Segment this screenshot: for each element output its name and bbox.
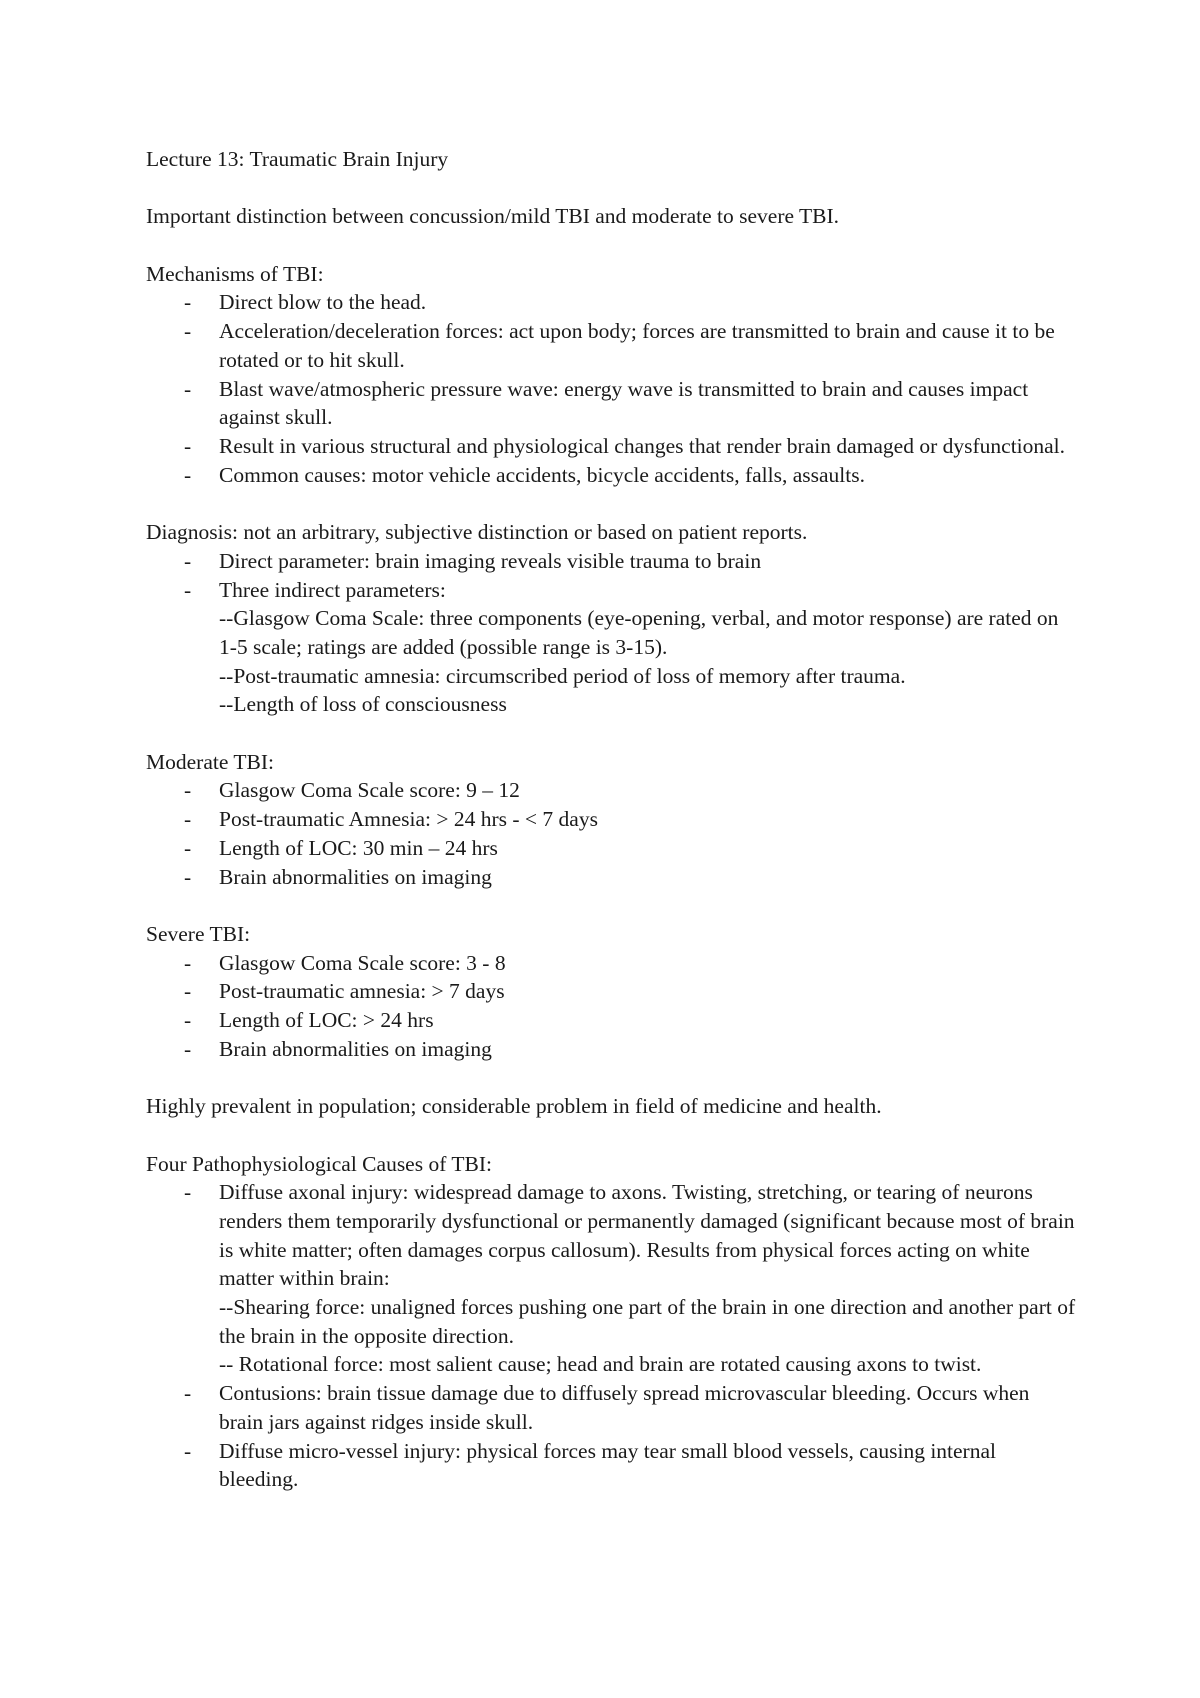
sub-item-gcs: --Glasgow Coma Scale: three components (eye-opening, verbal, and motor response) are rated on 1-5 scale; ratings are added (possible range is 3-15). [219,606,1059,659]
list-item [146,576,1076,720]
list-item [146,1437,1076,1494]
diagnosis-list [146,547,1076,719]
list-item [146,863,1076,892]
list-item [146,317,1076,374]
list-item-text: Brain abnormalities on imaging [219,1036,492,1061]
moderate-heading: Moderate TBI: [146,749,274,774]
list-item [146,461,1076,490]
list-item-text: Post-traumatic amnesia: > 7 days [219,979,505,1004]
list-item-text: Blast wave/atmospheric pressure wave: energy wave is transmitted to brain and causes impact against skull. [219,376,1029,430]
severe-heading: Severe TBI: [146,921,251,946]
dash-bullet: - [184,778,192,803]
dash-bullet: - [184,548,192,573]
list-item [146,1379,1076,1436]
list-item [146,776,1076,805]
prevalence-paragraph: Highly prevalent in population; considerable problem in field of medicine and health. [146,1094,882,1119]
list-item [146,1006,1076,1035]
list-item-text: Direct blow to the head. [219,290,427,315]
diagnosis-heading: Diagnosis: not an arbitrary, subjective distinction or based on patient reports. [146,520,808,545]
list-item-text: Diffuse micro-vessel injury: physical forces may tear small blood vessels, causing internal bleeding. [219,1438,996,1492]
dash-bullet: - [184,1036,192,1061]
dash-bullet: - [184,376,192,401]
sub-item-rotational: -- Rotational force: most salient cause; head and brain are rotated causing axons to twist. [219,1352,982,1377]
dash-bullet: - [184,1438,192,1463]
moderate-list [146,776,1076,891]
dash-bullet: - [184,979,192,1004]
document-body [146,145,1076,1523]
causes-heading: Four Pathophysiological Causes of TBI: [146,1151,492,1176]
list-item-text: Length of LOC: 30 min – 24 hrs [219,835,498,860]
list-item-text: Result in various structural and physiological changes that render brain damaged or dysfunctional. [219,434,1066,458]
list-item-text: Post-traumatic Amnesia: > 24 hrs - < 7 days [219,807,598,832]
list-item-text: Direct parameter: brain imaging reveals visible trauma to brain [219,548,762,573]
mechanisms-heading: Mechanisms of TBI: [146,261,324,286]
dash-bullet: - [184,319,192,344]
list-item [146,1035,1076,1064]
sub-item-shearing: --Shearing force: unaligned forces pushing one part of the brain in one direction and another part of the brain in the opposite direction. [219,1295,1076,1348]
dash-bullet: - [184,290,192,315]
list-item-text: Glasgow Coma Scale score: 9 – 12 [219,778,520,803]
severe-list [146,949,1076,1064]
list-item [146,949,1076,978]
page-title: Lecture 13: Traumatic Brain Injury [146,147,449,171]
dash-bullet: - [184,807,192,832]
sub-item-loc: --Length of loss of consciousness [219,692,507,717]
dash-bullet: - [184,577,192,602]
list-item [146,977,1076,1006]
dash-bullet: - [184,835,192,860]
list-item-text: Glasgow Coma Scale score: 3 - 8 [219,950,506,975]
dash-bullet: - [184,462,192,487]
sub-item-pta: --Post-traumatic amnesia: circumscribed period of loss of memory after trauma. [219,663,906,688]
list-item-text: Brain abnormalities on imaging [219,864,492,889]
list-item [146,288,1076,317]
list-item-text: Length of LOC: > 24 hrs [219,1008,434,1033]
dash-bullet: - [184,950,192,975]
list-item [146,805,1076,834]
mechanisms-list [146,288,1076,489]
dash-bullet: - [184,1008,192,1033]
dash-bullet: - [184,864,192,889]
list-item [146,375,1076,432]
list-item-text: Acceleration/deceleration forces: act upon body; forces are transmitted to brain and cause it to be rotated or to hit skull. [219,319,1055,372]
list-item [146,547,1076,576]
list-item-text: Contusions: brain tissue damage due to diffusely spread microvascular bleeding. Occurs when brain jars against ridges inside skull. [219,1381,1030,1434]
list-item [146,432,1076,461]
causes-list [146,1178,1076,1494]
dash-bullet: - [184,1180,192,1205]
list-item-text: Common causes: motor vehicle accidents, bicycle accidents, falls, assaults. [219,462,865,487]
intro-paragraph: Important distinction between concussion/mild TBI and moderate to severe TBI. [146,204,840,229]
list-item [146,1178,1076,1379]
list-item [146,834,1076,863]
list-item-text: Diffuse axonal injury: widespread damage to axons. Twisting, stretching, or tearing of neurons renders them temporarily dysfunctional or permanently damaged (significant because most of brain is white matter; often damages corpus callosum). Results from physical forces acting on white matter within brain: [219,1180,1075,1291]
list-item-text: Three indirect parameters: [219,577,446,602]
dash-bullet: - [184,1381,192,1406]
dash-bullet: - [184,434,192,458]
